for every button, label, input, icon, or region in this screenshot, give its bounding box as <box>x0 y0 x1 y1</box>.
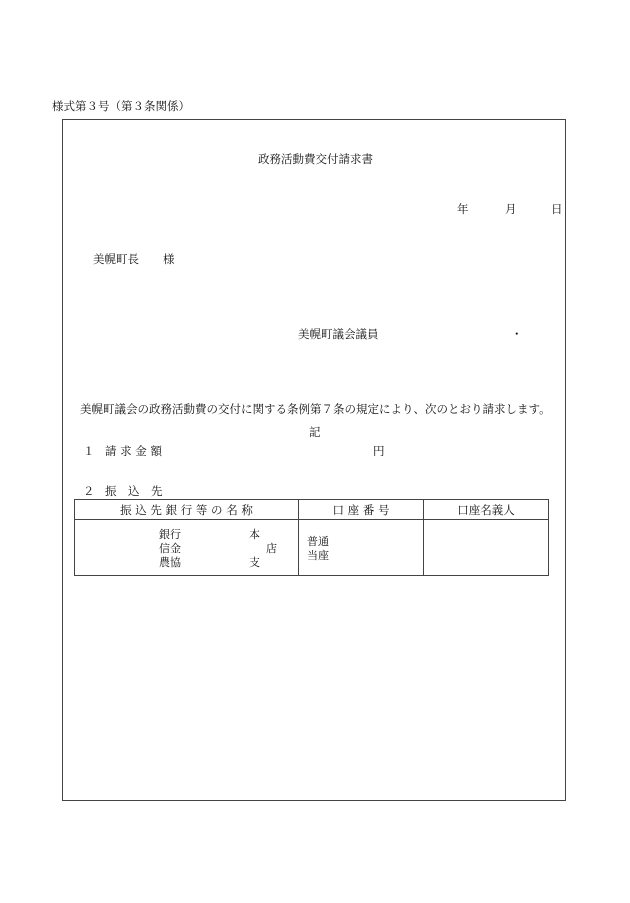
account-number-cell[interactable] <box>299 520 424 576</box>
seal-mark: ・ <box>511 327 523 341</box>
item2-label: 振 込 先 <box>105 484 163 498</box>
ki-label: 記 <box>309 425 321 439</box>
date-day: 日 <box>551 202 563 216</box>
institution-type-bank: 銀行 <box>159 528 181 541</box>
sender-label: 美幌町議会議員 <box>298 327 379 341</box>
form-number-label: 様式第３号（第３条関係） <box>52 99 190 113</box>
account-holder-cell[interactable] <box>424 520 549 576</box>
item1-yen-unit: 円 <box>373 444 385 458</box>
item1-number: １ <box>83 444 95 458</box>
form-frame <box>62 119 566 801</box>
branch-suffix: 店 <box>266 542 277 555</box>
header-account-holder: 口座名義人 <box>424 500 549 520</box>
request-body-text: 美幌町議会の政務活動費の交付に関する条例第７条の規定により、次のとおり請求します。 <box>80 402 551 416</box>
branch-sub: 支 <box>249 556 260 569</box>
date-month: 月 <box>505 202 517 216</box>
institution-type-credit: 信金 <box>159 542 181 555</box>
addressee-name: 美幌町長 <box>93 252 139 266</box>
item1-label: 請 求 金 額 <box>105 444 162 458</box>
branch-main: 本 <box>249 528 260 541</box>
account-type-current: 当座 <box>307 549 329 562</box>
bank-transfer-table <box>74 499 549 576</box>
account-type-ordinary: 普通 <box>307 535 329 548</box>
institution-type-agri: 農協 <box>159 556 181 569</box>
item2-number: ２ <box>83 484 95 498</box>
bank-name-cell[interactable] <box>75 520 299 576</box>
header-account-number: 口 座 番 号 <box>299 500 424 520</box>
date-year: 年 <box>457 202 469 216</box>
document-title: 政務活動費交付請求書 <box>258 152 373 166</box>
addressee-honorific: 様 <box>163 252 175 266</box>
header-bank-name: 振 込 先 銀 行 等 の 名 称 <box>75 500 299 520</box>
